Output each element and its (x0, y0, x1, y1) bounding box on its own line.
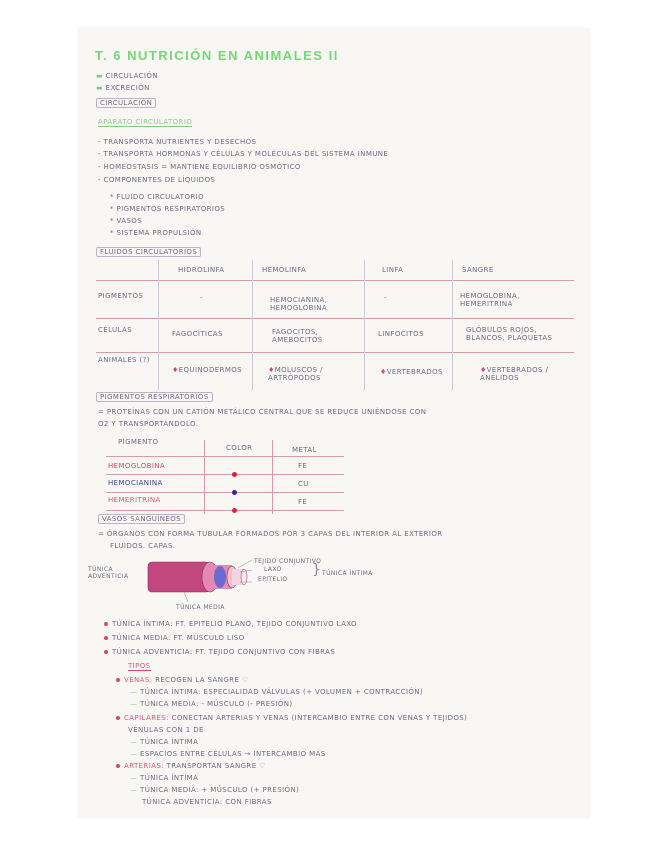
table-cell: FAGOCÍTICAS (172, 330, 223, 338)
row-label: CÉLULAS (98, 326, 133, 334)
label-conjuntivo: TEJIDO CONJUNTIVO (254, 558, 322, 565)
bullet-icon (104, 650, 108, 654)
pigmentos-heading: PIGMENTOS RESPIRATORIOS (96, 392, 213, 402)
table-divider (364, 260, 365, 390)
capilares-continued: VÉNULAS CON 1 DE (128, 726, 204, 734)
table-rule (96, 352, 574, 353)
table-cell: LINFOCITOS (378, 330, 424, 338)
table-cell: FAGOCITOS, AMEBOCITOS (272, 328, 323, 344)
table-divider (272, 440, 273, 514)
sub-item: — TÚNICA ÍNTIMA: ESPECIALIDAD VÁLVULAS (+ VOLUMEN + CONTRACCIÓN) (130, 688, 424, 696)
table-divider (252, 260, 253, 390)
sub-item: — ESPACIOS ENTRE CÉLULAS → INTERCAMBIO MÁS (130, 750, 326, 758)
table-cell: ♦EQUINODERMOS (172, 366, 243, 374)
column-header: COLOR (226, 444, 253, 452)
pigment-name: HEMOGLOBINA (108, 462, 166, 470)
fluidos-heading: FLUIDOS CIRCULATORIOS (96, 247, 201, 257)
table-cell: - (384, 294, 387, 302)
pigmentos-definition: O2 Y TRANSPORTÁNDOLO. (98, 420, 199, 428)
aparato-heading: APARATO CIRCULATORIO (98, 118, 193, 126)
pigment-name: HEMOCIANINA (108, 479, 163, 487)
sub-item: — TÚNICA ÍNTIMA (130, 774, 199, 782)
tunica-item: TÚNICA ADVENTICIA: FT. TEJIDO CONJUNTIVO CON FIBRAS (104, 648, 335, 656)
vasos-definition: = ÓRGANOS CON FORMA TUBULAR FORMADOS POR 3 CAPAS DEL INTERIOR AL EXTERIOR (98, 530, 443, 538)
column-header: HIDROLINFA (178, 266, 225, 274)
componente-item: * VASOS (110, 217, 143, 225)
tunica-item: TÚNICA MEDIA: FT. MÚSCULO LISO (104, 634, 245, 642)
brace-icon: } (312, 562, 322, 578)
bullet-icon (116, 764, 120, 768)
tipos-heading: TIPOS (128, 662, 151, 670)
tipo-arterias: ARTERIAS: TRANSPORTAN SANGRE ♡ (116, 762, 266, 770)
vasos-heading: VASOS SANGUÍNEOS (98, 514, 185, 524)
column-header: SANGRE (462, 266, 494, 274)
section-heading-circulacion: CIRCULACIÓN (96, 98, 156, 108)
aparato-point: - HOMEOSTASIS = MANTIENE EQUILIBRIO OSMÓTICO (98, 163, 301, 171)
table-rule (96, 318, 574, 319)
label-epitelio: EPITELIO (258, 576, 288, 583)
componente-item: * FLUIDO CIRCULATORIO (110, 193, 205, 201)
table-divider (452, 260, 453, 390)
column-header: PIGMENTO (118, 438, 159, 446)
color-swatch (232, 462, 237, 481)
table-rule (96, 280, 574, 281)
pigment-metal: CU (298, 480, 309, 488)
table-divider (158, 260, 159, 390)
label-media: TÚNICA MEDIA (176, 604, 225, 611)
table-cell: ♦VERTEBRADOS (380, 368, 443, 376)
tunica-item: TÚNICA ÍNTIMA: FT. EPITELIO PLANO, TEJIDO CONJUNTIVO LAXO (104, 620, 357, 628)
componente-item: * SISTEMA PROPULSIÓN (110, 229, 202, 237)
pigmentos-definition: = PROTEÍNAS CON UN CATIÓN METÁLICO CENTRAL QUE SE REDUCE UNIÉNDOSE CON (98, 408, 427, 416)
topic-item: ▬ EXCRECIÓN (96, 84, 150, 92)
table-rule (106, 456, 344, 457)
table-rule (106, 510, 344, 511)
label-laxo: LAXO (264, 566, 282, 573)
bullet-icon (116, 678, 120, 682)
sub-item: — TÚNICA ÍNTIMA (130, 738, 199, 746)
table-rule (106, 474, 344, 475)
aparato-point: - COMPONENTES DE LÍQUIDOS (98, 176, 216, 184)
pigment-metal: FE (298, 462, 308, 470)
aparato-point: - TRANSPORTA HORMONAS Y CÉLULAS Y MOLÉCULAS DEL SISTEMA INMUNE (98, 150, 389, 158)
topic-item: ▬ CIRCULACIÓN (96, 72, 158, 80)
heart-icon: ♡ (241, 676, 249, 684)
column-header: LINFA (382, 266, 404, 274)
sub-item: — TÚNICA MEDIA: + MÚSCULO (+ PRESIÓN) (130, 786, 300, 794)
page-title: T. 6 NUTRICIÓN EN ANIMALES II (95, 48, 339, 63)
table-cell: - (200, 294, 203, 302)
heart-icon: ♡ (259, 762, 266, 770)
sub-item: TÚNICA ADVENTICIA: CON FIBRAS (142, 798, 272, 806)
table-cell: HEMOGLOBINA, HEMERITRINA (460, 292, 520, 308)
table-divider (204, 440, 205, 514)
table-cell: ♦MOLUSCOS / ARTRÓPODOS (268, 366, 323, 382)
blood-vessel-diagram (140, 552, 260, 604)
sub-item: — TÚNICA MEDIA: - MÚSCULO (- PRESIÓN) (130, 700, 293, 708)
vasos-definition: FLUIDOS. CAPAS. (110, 542, 176, 550)
tipo-venas: VENAS: RECOGEN LA SANGRE ♡ (116, 676, 249, 684)
table-cell: GLÓBULOS ROJOS, BLANCOS, PLAQUETAS (466, 326, 553, 342)
componente-item: * PIGMENTOS RESPIRATORIOS (110, 205, 226, 213)
bullet-icon (104, 622, 108, 626)
color-swatch (232, 480, 237, 499)
bullet-icon (116, 716, 120, 720)
aparato-point: - TRANSPORTA NUTRIENTES Y DESECHOS (98, 138, 257, 146)
color-swatch (232, 498, 237, 517)
row-label: ANIMALES (?) (98, 356, 150, 364)
label-adventicia: TÚNICA ADVENTICIA (88, 566, 129, 580)
row-label: PIGMENTOS (98, 292, 144, 300)
pigment-metal: FE (298, 498, 308, 506)
column-header: HEMOLINFA (262, 266, 307, 274)
table-cell: ♦VERTEBRADOS / ANÉLIDOS (480, 366, 549, 382)
table-cell: HEMOCIANINA, HEMOGLOBINA (270, 296, 328, 312)
tipo-capilares: CAPILARES: CONECTAN ARTERIAS Y VENAS (INTERCAMBIO ENTRE CON VENAS Y TEJIDOS) (116, 714, 467, 722)
label-intima: TÚNICA ÍNTIMA (322, 570, 373, 577)
table-rule (106, 492, 344, 493)
pigment-name: HEMERITRINA (108, 496, 161, 504)
column-header: METAL (292, 446, 317, 454)
bullet-icon (104, 636, 108, 640)
